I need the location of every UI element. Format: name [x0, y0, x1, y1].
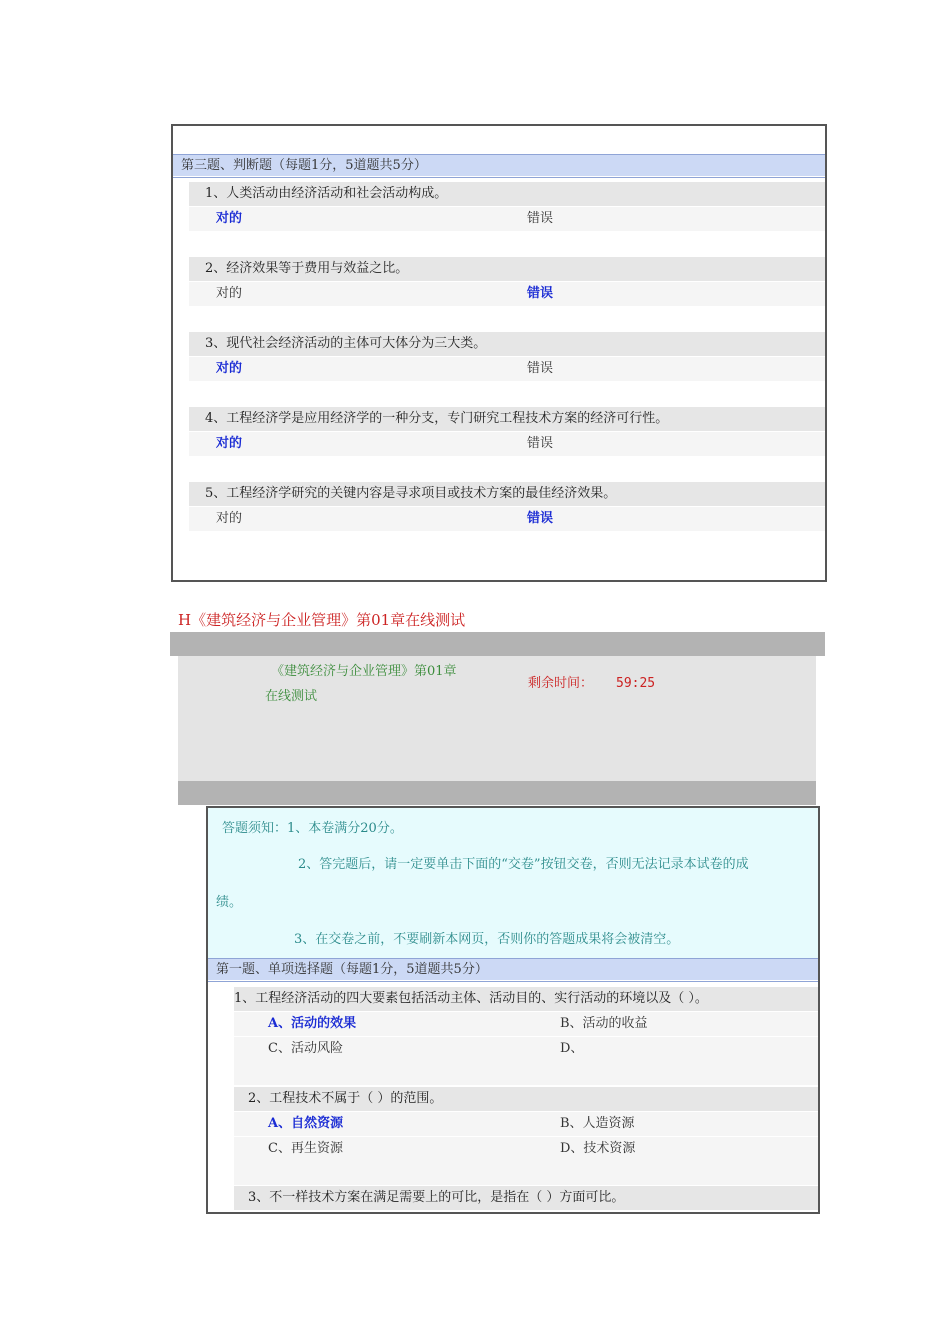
question-4-text: 4、工程经济学是应用经济学的一种分支，专门研究工程技术方案的经济可行性。: [189, 407, 825, 431]
option-false[interactable]: 错误: [527, 511, 554, 526]
option-true[interactable]: 对的: [216, 511, 243, 526]
mc-answer-row-1b: [234, 1037, 818, 1085]
notice-line-4: 3、在交卷之前，不要刷新本网页，否则你的答题成果将会被清空。: [294, 932, 680, 947]
option-false[interactable]: 错误: [527, 361, 554, 376]
notice-line-1: 答题须知：1、本卷满分20分。: [222, 821, 403, 836]
option-a[interactable]: A、活动的效果: [268, 1016, 357, 1031]
option-b[interactable]: B、活动的收益: [560, 1016, 648, 1031]
mc-question-1-text: 1、工程经济活动的四大要素包括活动主体、活动目的、实行活动的环境以及（ ）。: [234, 987, 818, 1011]
quiz-title-line2: 在线测试: [265, 689, 318, 704]
quiz-title: [265, 659, 505, 709]
option-false[interactable]: 错误: [527, 211, 554, 226]
option-a[interactable]: A、自然资源: [268, 1116, 344, 1131]
section-header: 第一题、单项选择题（每题1分，5道题共5分）: [208, 958, 818, 982]
question-5-text: 5、工程经济学研究的关键内容是寻求项目或技术方案的最佳经济效果。: [189, 482, 825, 506]
document-title: H《建筑经济与企业管理》第01章在线测试: [178, 611, 466, 629]
answer-row-3: [189, 357, 825, 381]
option-true[interactable]: 对的: [216, 286, 243, 301]
judgement-section-panel: [171, 124, 827, 582]
option-false[interactable]: 错误: [527, 436, 554, 451]
remaining-time-label: 剩余时间：: [528, 676, 594, 691]
answer-notice: [208, 808, 818, 958]
notice-line-2: 2、答完题后，请一定要单击下面的“交卷”按钮交卷，否则无法记录本试卷的成: [298, 857, 749, 872]
option-d[interactable]: D、技术资源: [560, 1141, 636, 1156]
mc-question-3-text: 3、不一样技术方案在满足需要上的可比，是指在（ ）方面可比。: [234, 1186, 818, 1210]
option-true[interactable]: 对的: [216, 436, 243, 451]
quiz-body-panel: [206, 806, 820, 1214]
notice-line-3: 绩。: [216, 895, 243, 910]
mc-answer-row-1a: [234, 1012, 818, 1036]
mc-answer-row-2a: [234, 1112, 818, 1136]
answer-row-2: [189, 282, 825, 306]
option-true[interactable]: 对的: [216, 361, 243, 376]
remaining-time-value: 59:25: [616, 676, 656, 691]
section-header: 第三题、判断题（每题1分，5道题共5分）: [173, 154, 825, 178]
header-top-bar: [170, 632, 825, 656]
question-2-text: 2、经济效果等于费用与效益之比。: [189, 257, 825, 281]
option-d[interactable]: D、: [560, 1041, 584, 1056]
option-c[interactable]: C、再生资源: [268, 1141, 343, 1156]
mc-answer-row-2b: [234, 1137, 818, 1185]
answer-row-5: [189, 507, 825, 531]
mc-question-2-text: 2、工程技术不属于（ ）的范围。: [234, 1087, 818, 1111]
answer-row-4: [189, 432, 825, 456]
option-b[interactable]: B、人造资源: [560, 1116, 635, 1131]
question-1-text: 1、人类活动由经济活动和社会活动构成。: [189, 182, 825, 206]
option-true[interactable]: 对的: [216, 211, 243, 226]
header-bottom-bar: [178, 781, 816, 805]
answer-row-1: [189, 207, 825, 231]
question-3-text: 3、现代社会经济活动的主体可大体分为三大类。: [189, 332, 825, 356]
option-false[interactable]: 错误: [527, 286, 554, 301]
quiz-title-line1: 《建筑经济与企业管理》第01章: [271, 664, 457, 679]
option-c[interactable]: C、活动风险: [268, 1041, 343, 1056]
